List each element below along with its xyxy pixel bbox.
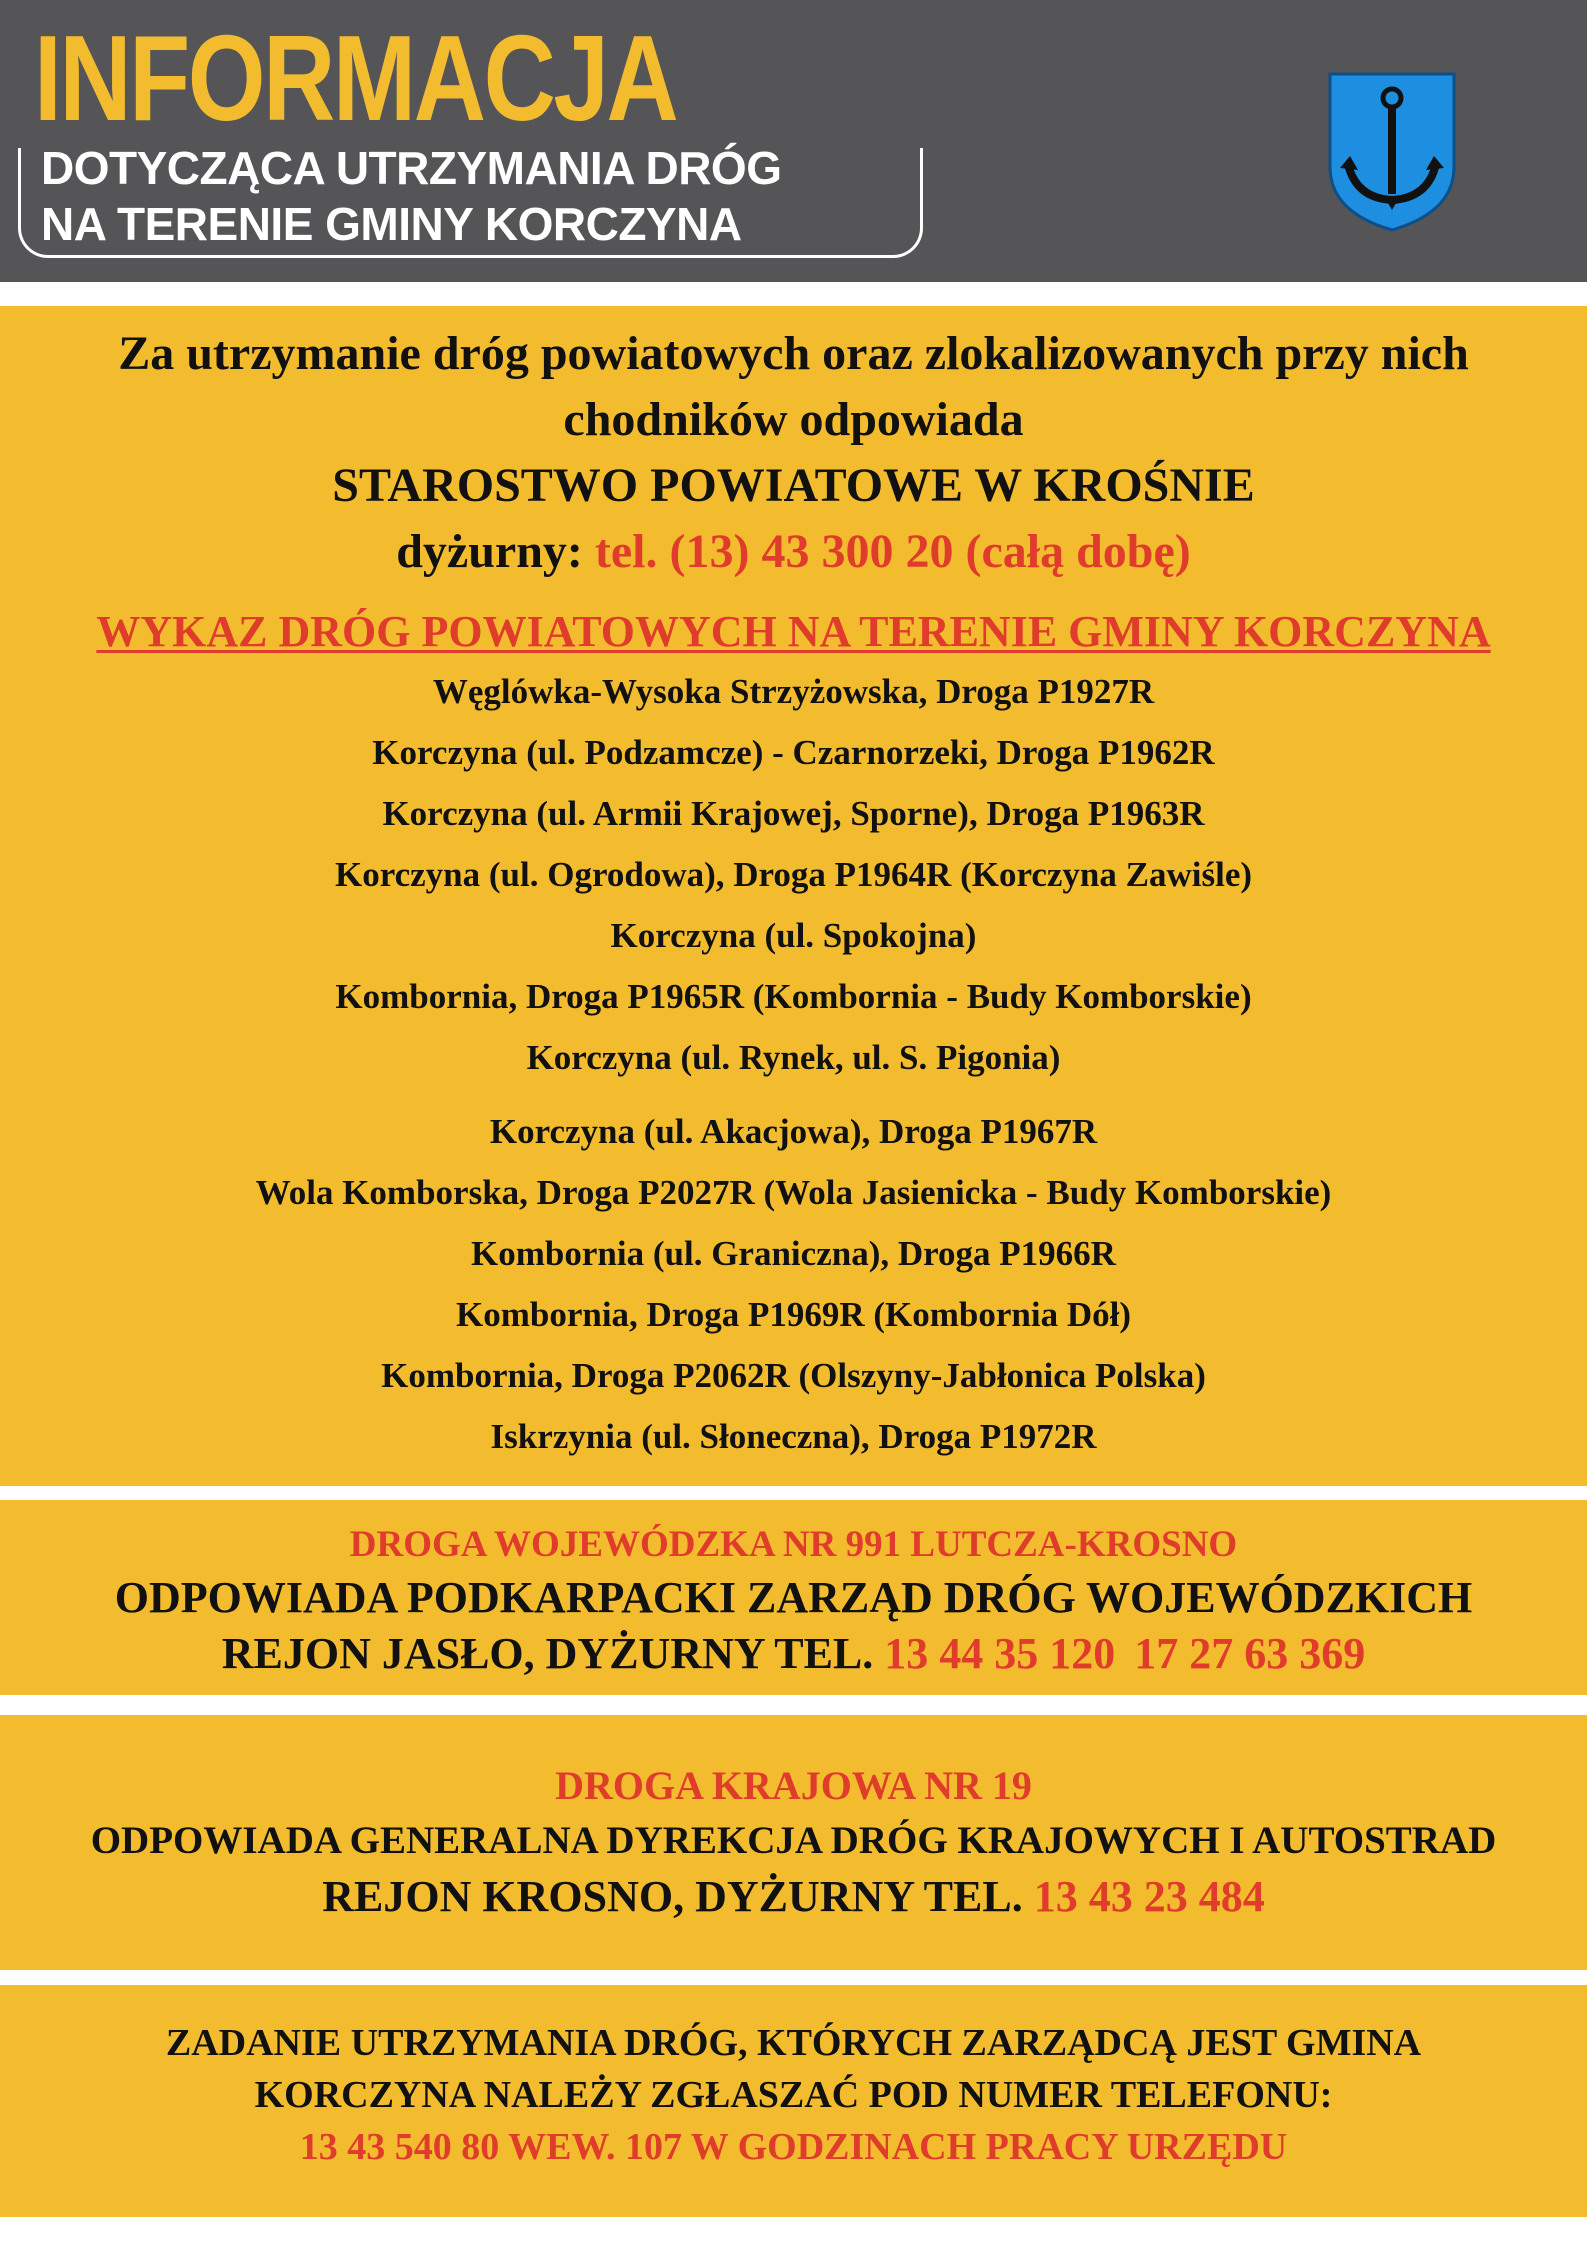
krajowa-phone: 13 43 23 484 <box>1033 1872 1265 1921</box>
wojewodzka-line-1: ODPOWIADA PODKARPACKI ZARZĄD DRÓG WOJEWÓDZKICH <box>114 1573 1473 1622</box>
road-item: Węglówka-Wysoka Strzyżowska, Droga P1927R <box>432 672 1155 711</box>
road-item: Kombornia, Droga P1969R (Kombornia Dół) <box>455 1295 1132 1334</box>
gmina-road-panel <box>0 1985 1587 2217</box>
road-item: Korczyna (ul. Ogrodowa), Droga P1964R (Korczyna Zawiśle) <box>334 855 1253 894</box>
road-item: Korczyna (ul. Armii Krajowej, Sporne), Droga P1963R <box>382 794 1205 833</box>
road-item: Kombornia, Droga P1965R (Kombornia - Budy Komborskie) <box>335 977 1252 1016</box>
krajowa-line-1: ODPOWIADA GENERALNA DYREKCJA DRÓG KRAJOWYCH I AUTOSTRAD <box>90 1819 1497 1862</box>
road-item: Wola Komborska, Droga P2027R (Wola Jasienicka - Budy Komborskie) <box>255 1173 1332 1212</box>
powiat-duty-line <box>0 520 1587 584</box>
intro-line-1: Za utrzymanie dróg powiatowych oraz zlokalizowanych przy nich <box>118 327 1469 380</box>
road-item: Iskrzynia (ul. Słoneczna), Droga P1972R <box>490 1417 1097 1456</box>
header-banner <box>0 0 1587 282</box>
subtitle-line-1: DOTYCZĄCA UTRZYMANIA DRÓG <box>41 142 782 194</box>
road-item: Korczyna (ul. Spokojna) <box>610 916 977 955</box>
duty-label: dyżurny: <box>396 525 583 578</box>
krajowa-road-panel <box>0 1715 1587 1970</box>
road-list-heading: WYKAZ DRÓG POWIATOWYCH NA TERENIE GMINY KORCZYNA <box>96 607 1491 656</box>
starostwo-name: STAROSTWO POWIATOWE W KROŚNIE <box>332 459 1255 512</box>
krajowa-title: DROGA KRAJOWA NR 19 <box>555 1763 1032 1808</box>
krajowa-duty-label: REJON KROSNO, DYŻURNY TEL. <box>322 1872 1023 1921</box>
powiat-duty-phone: tel. (13) 43 300 20 (całą dobę) <box>594 525 1191 578</box>
wojewodzka-phone-2: 17 27 63 369 <box>1134 1629 1366 1678</box>
wojewodzka-line-2 <box>0 1626 1587 1682</box>
header-subtitle-frame <box>18 142 923 258</box>
wojewodzka-duty-label: REJON JASŁO, DYŻURNY TEL. <box>221 1629 874 1678</box>
road-item: Korczyna (ul. Podzamcze) - Czarnorzeki, Droga P1962R <box>372 733 1215 772</box>
gmina-line-2: KORCZYNA NALEŻY ZGŁASZAĆ POD NUMER TELEFONU: <box>254 2074 1333 2116</box>
powiat-roads-panel <box>0 306 1587 1486</box>
gmina-line-1: ZADANIE UTRZYMANIA DRÓG, KTÓRYCH ZARZĄDCĄ JEST GMINA <box>165 2022 1422 2064</box>
road-item: Korczyna (ul. Rynek, ul. S. Pigonia) <box>526 1038 1061 1077</box>
page-title: INFORMACJA <box>34 10 677 146</box>
anchor-coat-of-arms-icon <box>1328 72 1456 232</box>
wojewodzka-phone-1: 13 44 35 120 <box>884 1629 1116 1678</box>
krajowa-line-2 <box>0 1869 1587 1925</box>
subtitle-line-2: NA TERENIE GMINY KORCZYNA <box>41 198 742 250</box>
wojewodzka-title: DROGA WOJEWÓDZKA NR 991 LUTCZA-KROSNO <box>349 1524 1238 1565</box>
road-item: Kombornia, Droga P2062R (Olszyny-Jabłonica Polska) <box>381 1356 1206 1395</box>
gmina-phone-line: 13 43 540 80 WEW. 107 W GODZINACH PRACY URZĘDU <box>299 2126 1288 2168</box>
intro-line-2: chodników odpowiada <box>563 393 1024 446</box>
road-item: Kombornia (ul. Graniczna), Droga P1966R <box>471 1234 1116 1273</box>
wojewodzka-road-panel <box>0 1500 1587 1695</box>
road-item: Korczyna (ul. Akacjowa), Droga P1967R <box>489 1112 1098 1151</box>
